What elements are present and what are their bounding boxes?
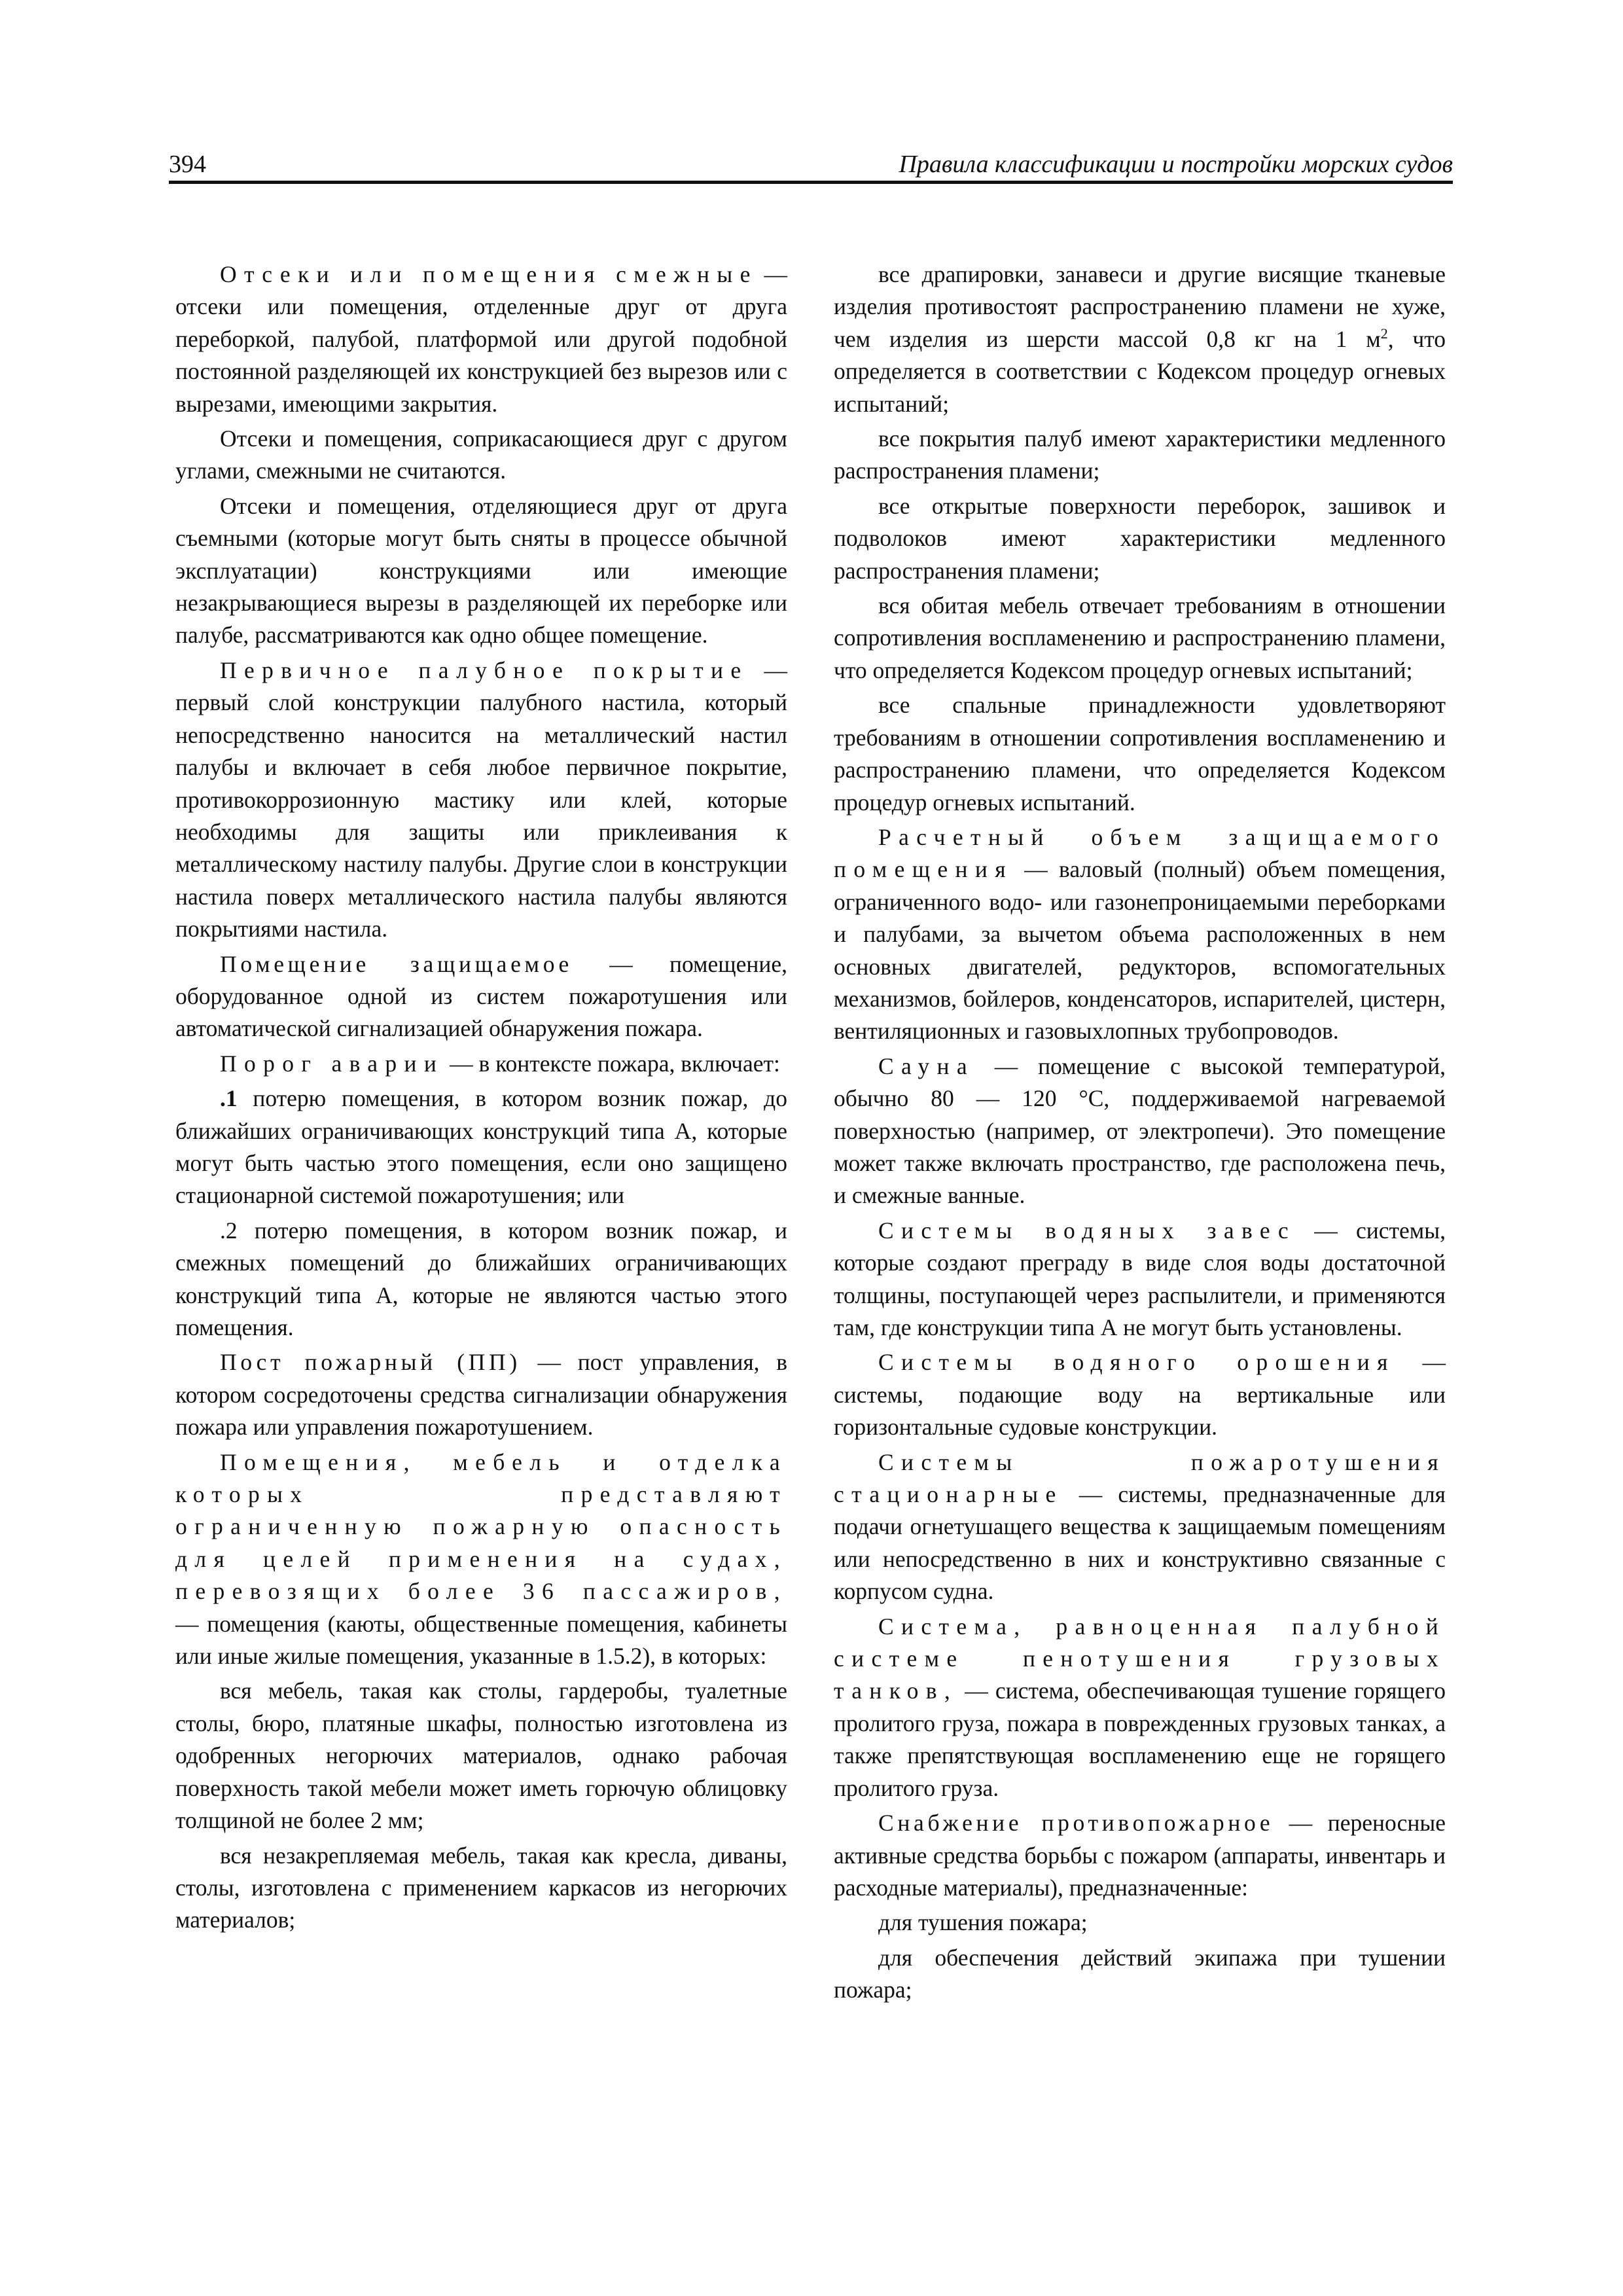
definition: — пост управления, в котором сосредоточены средства сигнализации обнаружения пожара или управления пожаротушением.	[175, 1349, 787, 1441]
term: Сауна	[878, 1052, 974, 1079]
term: Расчетный объем защищаемого помещения	[834, 823, 1446, 883]
paragraph: вся незакрепляемая мебель, такая как кресла, диваны, столы, изготовлена с применением каркасов из негорючих материалов;	[175, 1842, 787, 1933]
definition: — валовый (полный) объем помещения, ограниченного водо- или газонепроницаемыми переборками и палубами, за вычетом объема расположенных в нем основных двигателей, редукторов, вспомогательных механизмов, бойлеров, конденсаторов, испарителей, цистерн, вентиляционных и газовыхлопных трубопроводов.	[834, 856, 1446, 1045]
item-text: потерю помещения, в котором возник пожар, до ближайших ограничивающих конструкций типа А, которые могут быть частью этого помещения, если оно защищено стационарной системой пожаротушения; или	[175, 1085, 787, 1209]
term: Системы пожаротушения стационарные	[834, 1448, 1446, 1508]
paragraph: Отсеки и помещения, отделяющиеся друг от друга съемными (которые могут быть сняты в процессе обычной эксплуатации) конструкциями или имеющие незакрывающиеся вырезы в разделяющей их переборке или палубе, рассматриваются как одно общее помещение.	[175, 492, 787, 649]
definition: — системы, предназначенные для подачи огнетушащего вещества к защищаемым помещениям или непосредственно в них и конструктивно связанные с корпусом судна.	[834, 1481, 1446, 1605]
paragraph	[834, 821, 1446, 1048]
paragraph	[834, 1215, 1446, 1344]
term: Помещение защищаемое	[220, 950, 573, 977]
text-part: все драпировки, занавеси и другие висящие тканевые изделия противостоят распространению пламени не хуже, чем изделия из шерсти массой 0,8 кг на 1 м	[834, 261, 1446, 352]
text-part: , что определяется в соответствии с Кодексом процедур огневых испытаний;	[834, 325, 1446, 417]
definition: — системы, которые создают преграду в виде слоя воды достаточной толщины, поступающей через распылители, и применяются там, где конструкции типа А не могут быть установлены.	[834, 1217, 1446, 1340]
term: Системы водяных завес	[878, 1217, 1296, 1244]
paragraph	[834, 1807, 1446, 1904]
paragraph	[834, 1611, 1446, 1804]
superscript: 2	[1380, 325, 1388, 342]
paragraph	[175, 1083, 787, 1212]
paragraph: все покрытия палуб имеют характеристики медленного распространения пламени;	[834, 425, 1446, 484]
definition: — первый слой конструкции палубного настила, который непосредственно наносится на металлический настил палубы и включает в себя любое первичное покрытие, противокоррозионную мастику или клей, которые необходимы для защиты или приклеивания к металлическому настилу палубы. Другие слои в конструкции настила поверх металлического настила палубы являются покрытиями настила.	[175, 656, 787, 942]
term: Пост пожарный (ПП)	[220, 1349, 521, 1376]
definition: — помещение, оборудованное одной из систем пожаротушения или автоматической сигнализацией обнаружения пожара.	[175, 950, 788, 1042]
paragraph: для обеспечения действий экипажа при тушении пожара;	[834, 1944, 1446, 2003]
term: Снабжение противопожарное	[878, 1810, 1274, 1837]
paragraph: все открытые поверхности переборок, зашивок и подволоков имеют характеристики медленного распространения пламени;	[834, 492, 1446, 584]
definition: — в контексте пожара, включает:	[444, 1050, 780, 1077]
page-number: 394	[169, 151, 206, 178]
term: Первичное палубное покрытие	[220, 656, 749, 683]
paragraph: вся обитая мебель отвечает требованиям в отношении сопротивления воспламенению и распространению пламени, что определяется Кодексом процедур огневых испытаний;	[834, 592, 1446, 683]
running-title: Правила классификации и постройки морских судов	[899, 151, 1453, 178]
term: Порог аварии	[220, 1050, 444, 1077]
paragraph	[834, 259, 1446, 420]
definition: — системы, подающие воду на вертикальные или горизонтальные судовые конструкции.	[834, 1349, 1446, 1441]
paragraph: Отсеки и помещения, соприкасающиеся друг с другом углами, смежными не считаются.	[175, 425, 787, 484]
paragraph	[834, 1050, 1446, 1212]
paragraph: вся мебель, такая как столы, гардеробы, туалетные столы, бюро, платяные шкафы, полностью изготовлена из одобренных негорючих материалов, однако рабочая поверхность такой мебели может иметь горючую облицовку толщиной не более 2 мм;	[175, 1677, 787, 1834]
paragraph	[834, 1346, 1446, 1443]
paragraph	[175, 259, 787, 420]
definition: — система, обеспечивающая тушение горящего пролитого груза, пожара в поврежденных грузовых танках, а также препятствующая воспламенению еще не горящего пролитого груза.	[834, 1677, 1446, 1801]
definition: — отсеки или помещения, отделенные друг от друга переборкой, палубой, платформой или другой подобной постоянной разделяющей их конструкцией без вырезов или с вырезами, имеющими закрытия.	[175, 261, 788, 417]
term: Отсеки или помещения смежные	[220, 261, 758, 287]
paragraph	[175, 655, 787, 946]
definition: — помещения (каюты, общественные помещения, кабинеты или иные жилые помещения, указанные в 1.5.2), в которых:	[175, 1610, 787, 1670]
definition: — помещение с высокой температурой, обычно 80 — 120 °С, поддерживаемой нагреваемой поверхностью (например, от электропечи). Это помещение может также включать пространство, где расположена печь, и смежные ванные.	[834, 1052, 1446, 1209]
paragraph	[175, 1048, 787, 1080]
right-column	[834, 259, 1446, 2009]
paragraph	[175, 948, 787, 1045]
paragraph	[834, 1446, 1446, 1608]
item-number: .1	[220, 1085, 238, 1112]
term: Помещения, мебель и отделка которых представляют ограниченную пожарную опасность для целей применения на судах, перевозящих более 36 пассажиров,	[175, 1448, 787, 1605]
left-column	[175, 259, 787, 1939]
paragraph: все спальные принадлежности удовлетворяют требованиям в отношении сопротивления воспламенению и распространению пламени, что определяется Кодексом процедур огневых испытаний.	[834, 692, 1446, 816]
paragraph: для тушения пожара;	[878, 1909, 1088, 1936]
term: Системы водяного орошения	[878, 1349, 1395, 1376]
page-header	[169, 148, 1453, 184]
definition: — переносные активные средства борьбы с пожаром (аппараты, инвентарь и расходные материалы), предназначенные:	[834, 1810, 1446, 1901]
term: Система, равноценная палубной системе пенотушения грузовых танков,	[834, 1613, 1446, 1704]
paragraph	[175, 1446, 787, 1673]
paragraph	[175, 1346, 787, 1443]
paragraph: .2 потерю помещения, в котором возник пожар, и смежных помещений до ближайших ограничивающих конструкций типа А, которые не являются частью этого помещения.	[175, 1217, 787, 1340]
